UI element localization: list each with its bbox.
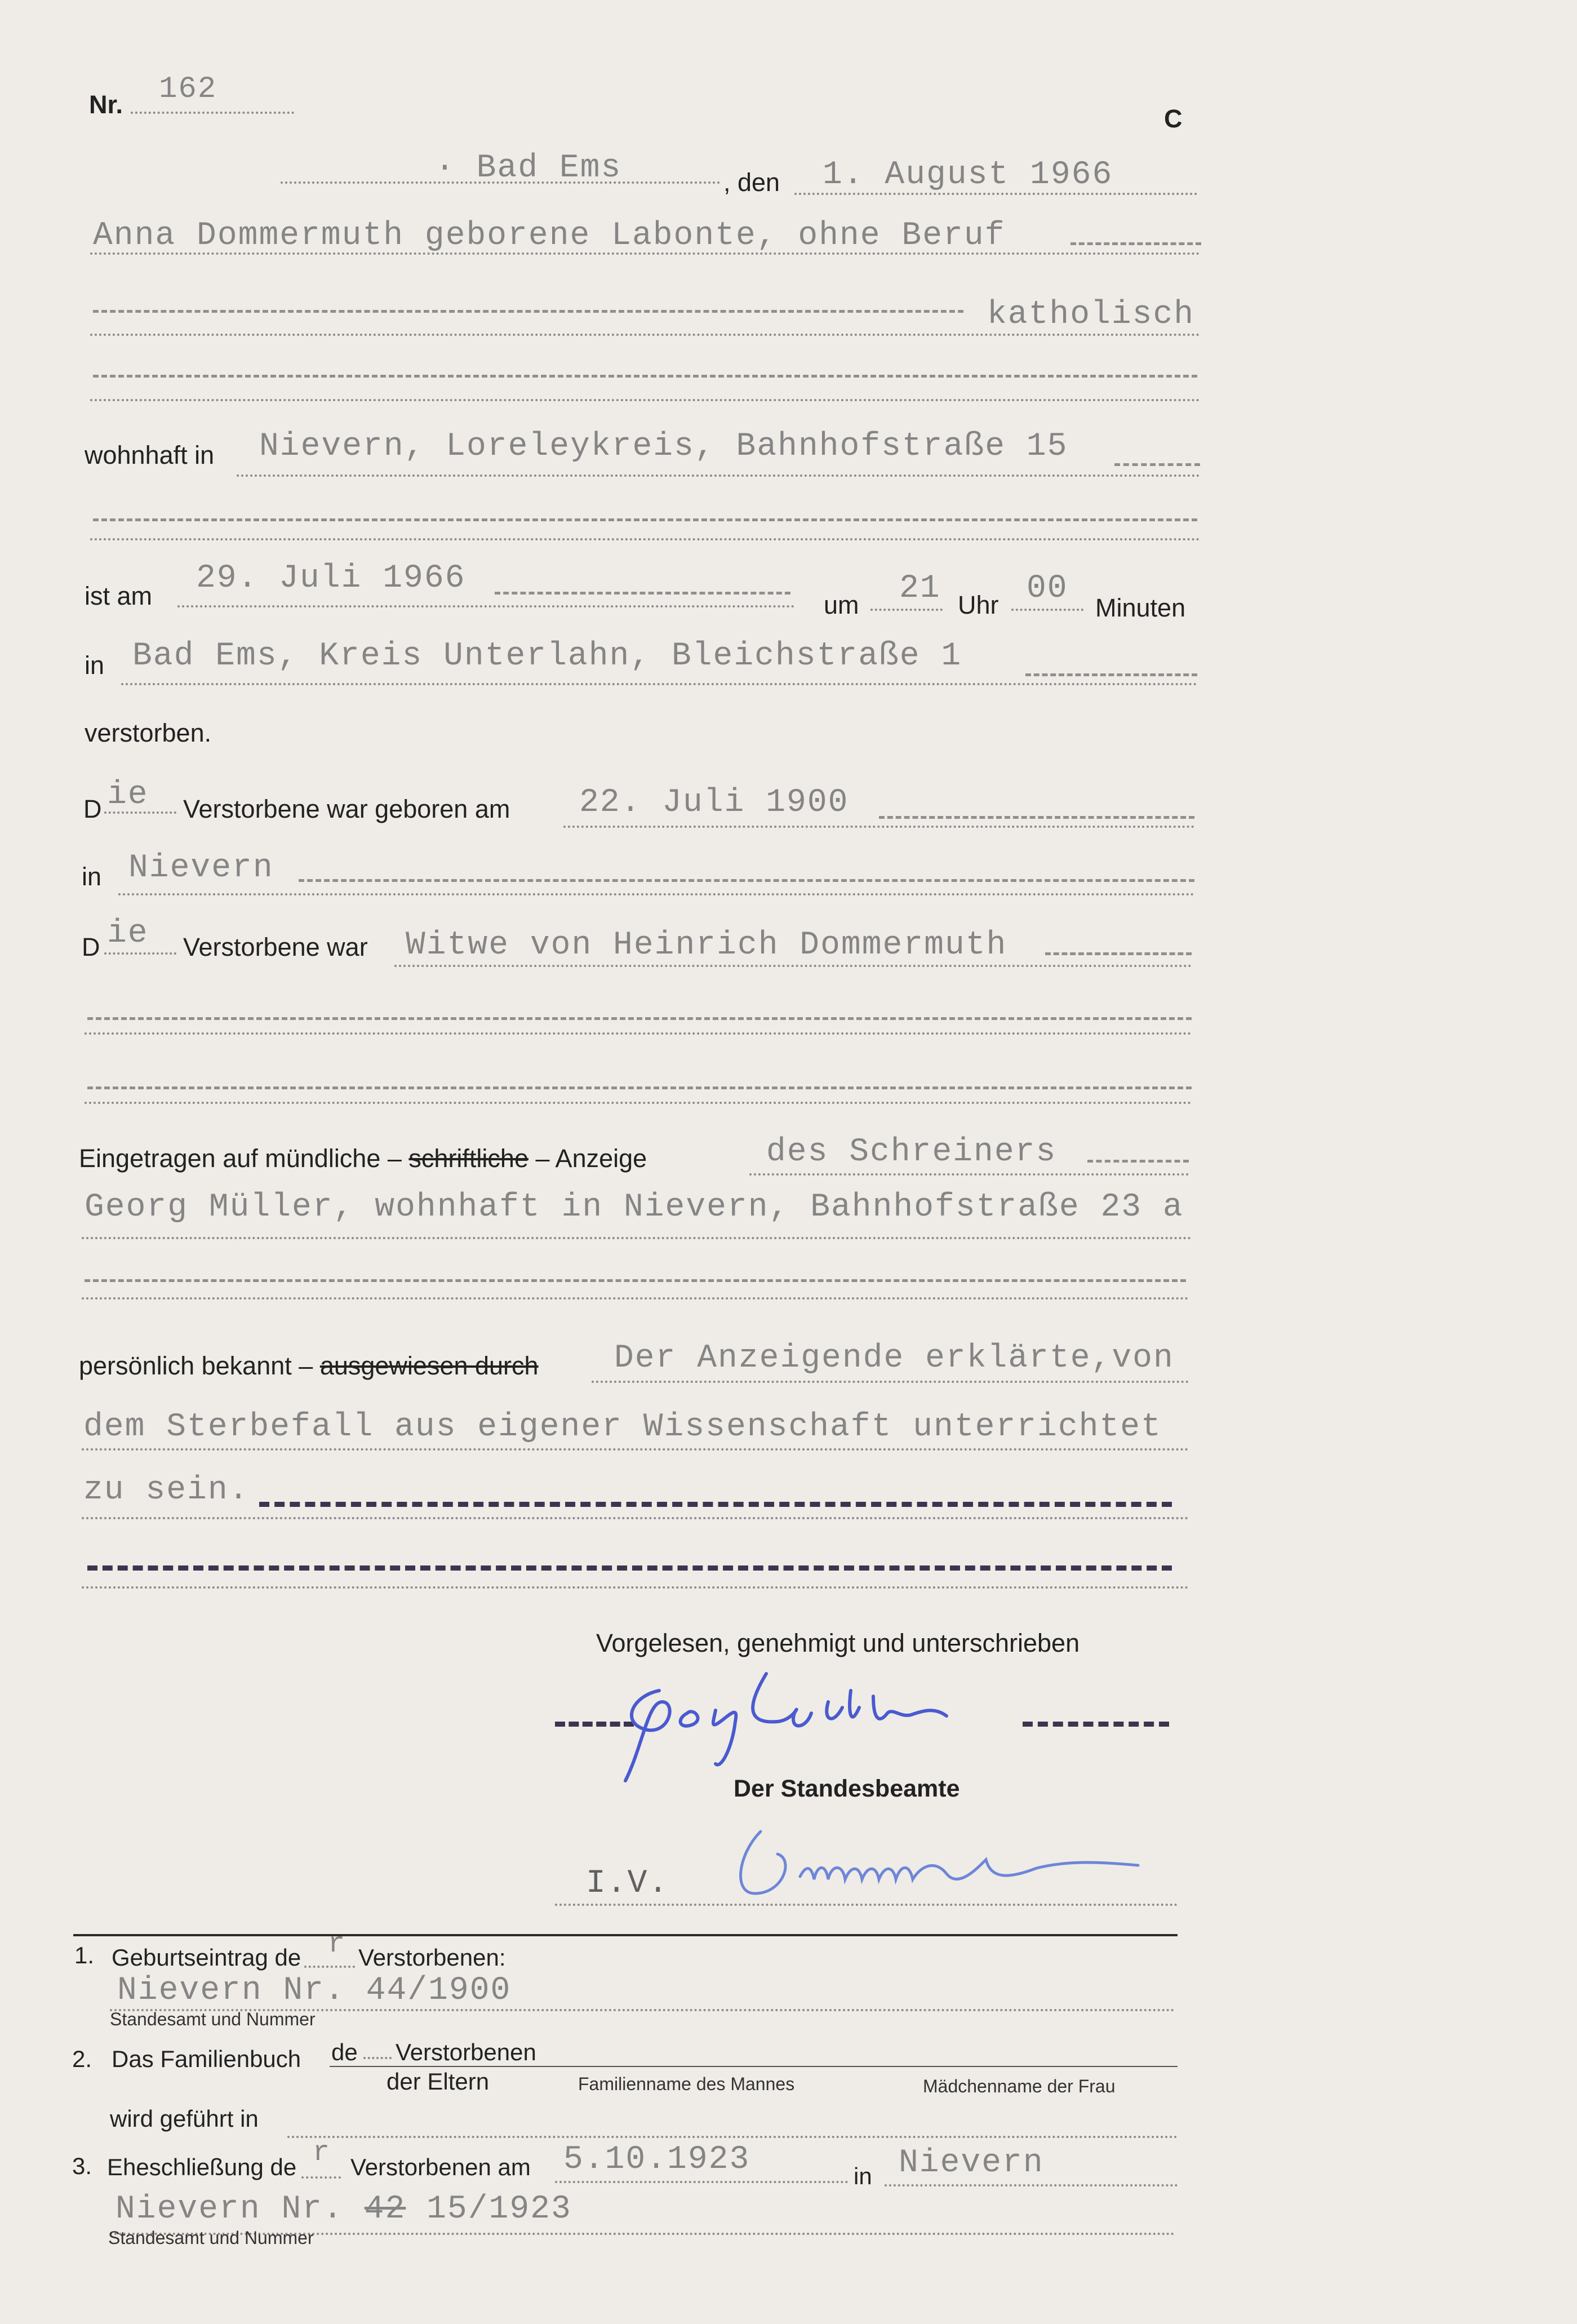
empty-line [82,1586,1189,1589]
birth-article: ie [107,777,149,813]
status-line [394,965,1192,967]
status-label: Verstorbene war [183,933,368,961]
registry-date: 1. August 1966 [823,157,1113,193]
note-2-number: 2. [72,2046,92,2072]
birth-in-label: in [82,862,102,891]
birth-date: 22. Juli 1900 [579,784,849,821]
identity-label [79,1351,539,1381]
marriage-article-line [301,2176,341,2179]
ink-filler-dash [1023,1722,1169,1727]
filler-dash [87,1086,1192,1089]
report-label-end: – Anzeige [535,1144,647,1173]
birth-entry-value: Nievern Nr. 44/1900 [117,1972,512,2009]
marriage-registry [116,2191,572,2228]
marriage-registry-start: Nievern Nr. [116,2191,344,2228]
filler-dash [495,592,790,595]
status-value: Witwe von Heinrich Dommermuth [406,927,1007,964]
report-line-2-rule [82,1237,1192,1239]
birth-entry-article-line [304,1966,355,1968]
birth-d-prefix: D [83,795,102,823]
familienbuch-de: de [331,2039,358,2065]
um-label: um [824,591,859,619]
marriage-date: 5.10.1923 [563,2141,750,2178]
article-line [104,952,176,955]
death-minutes: 00 [1027,570,1068,607]
filler-dash [1087,1160,1189,1163]
filler-dash [93,310,963,313]
report-line-1-rule [749,1173,1189,1176]
gefuehrt-line [287,2136,1178,2138]
filler-dash [1114,463,1200,466]
report-line-1: des Schreiners [766,1134,1057,1170]
note-1-number: 1. [74,1942,95,1968]
nr-label: Nr. [89,90,123,119]
corner-letter: C [1164,104,1183,133]
filler-dash [85,1279,1186,1282]
wohnhaft-label: wohnhaft in [85,441,215,469]
birth-date-line [563,826,1194,828]
familienbuch-divider [330,2066,1178,2067]
familienbuch-verstorbenen: Verstorbenen [396,2039,536,2065]
empty-line [90,538,1200,540]
religion-line [90,334,1200,336]
standesamt-label-2: Standesamt und Nummer [108,2228,314,2248]
familienbuch-eltern: der Eltern [387,2068,490,2095]
nr-value: 162 [159,72,217,107]
marriage-registry-end: 15/1923 [427,2191,572,2228]
registrar-signature [721,1820,1149,1910]
ink-filler-dash [87,1565,1172,1571]
minute-line [1011,609,1083,611]
marriage-place: Nievern [899,2145,1044,2181]
empty-line [85,1032,1192,1035]
identity-line-3: zu sein. [83,1472,250,1509]
registrar-label: Der Standesbeamte [734,1775,960,1802]
familienbuch-label: Das Familienbuch [112,2046,301,2072]
empty-line [85,1102,1192,1104]
status-d-prefix: D [82,933,100,961]
identity-line-1: Der Anzeigende erklärte,von [614,1340,1174,1377]
residence-line [237,474,1200,477]
filler-dash [1045,952,1192,955]
birth-entry-suffix: Verstorbenen: [358,1944,506,1971]
filler-dash [879,816,1194,819]
verstorben-label: verstorben. [85,719,212,747]
death-date-line [177,605,794,607]
marriage-place-line [885,2184,1178,2186]
identity-line-2: dem Sterbefall aus eigener Wissenschaft unterrichtet [83,1409,1162,1445]
filler-dash [93,518,1197,521]
marriage-label: Eheschließung de [107,2154,297,2180]
birth-label: Verstorbene war geboren am [183,795,510,823]
death-place: Bad Ems, Kreis Unterlahn, Bleichstraße 1 [132,638,962,675]
filler-dash [1070,242,1201,245]
marriage-in-label: in [854,2163,872,2189]
death-date: 29. Juli 1966 [196,560,466,597]
note-3-number: 3. [72,2153,92,2179]
hour-line [870,609,943,611]
empty-line [82,1297,1189,1300]
religion: katholisch [987,296,1195,333]
birth-place-line [118,893,1194,895]
report-line-2: Georg Müller, wohnhaft in Nievern, Bahnhofstraße 23 a [85,1189,1184,1226]
name-line [90,252,1200,255]
familienbuch-de-line [363,2057,392,2059]
article-line [104,811,176,814]
identity-line-1-rule [592,1381,1189,1383]
filler-dash [299,879,1194,882]
informant-signature [608,1668,1014,1792]
standesamt-label-1: Standesamt und Nummer [110,2009,316,2029]
minuten-label: Minuten [1095,593,1186,622]
familienname-label: Familienname des Mannes [578,2074,795,2094]
nr-line [131,112,294,114]
birth-place: Nievern [128,850,274,886]
residence: Nievern, Loreleykreis, Bahnhofstraße 15 [259,428,1068,465]
den-label: , den [723,168,780,197]
section-divider [73,1934,1178,1936]
ink-filler-dash [259,1502,1172,1507]
marriage-registry-struck: 42 [364,2191,406,2228]
marriage-date-line [555,2181,848,2183]
marriage-suffix: Verstorbenen am [350,2154,531,2180]
identity-label-start: persönlich bekannt – [79,1351,313,1380]
read-approved-text: Vorgelesen, genehmigt und unterschrieben [596,1629,1080,1657]
filler-dash [93,375,1197,378]
empty-line [90,399,1200,401]
in-label: in [85,651,105,680]
maedchenname-label: Mädchenname der Frau [923,2076,1116,2096]
status-article: ie [107,915,149,952]
deceased-name: Anna Dommermuth geborene Labonte, ohne Beruf [93,218,1006,254]
birth-entry-superscript: r [328,1928,347,1961]
report-label-struck: schriftliche [408,1144,528,1173]
death-hour: 21 [899,570,941,607]
iv-label: I.V. [586,1865,669,1902]
identity-line-2-rule [82,1448,1189,1451]
ist-am-label: ist am [85,582,153,610]
filler-dash [1025,673,1197,676]
death-place-line [121,683,1197,685]
report-label-start: Eingetragen auf mündliche – [79,1144,402,1173]
identity-line-3-rule [82,1517,1189,1519]
marriage-superscript: r [313,2137,331,2169]
filler-dash [87,1017,1192,1020]
registry-place: · Bad Ems [435,150,622,187]
gefuehrt-label: wird geführt in [110,2105,259,2132]
uhr-label: Uhr [958,591,999,619]
birth-entry-label: Geburtseintrag de [112,1944,301,1971]
report-label [79,1144,647,1173]
identity-label-struck: ausgewiesen durch [319,1351,539,1380]
